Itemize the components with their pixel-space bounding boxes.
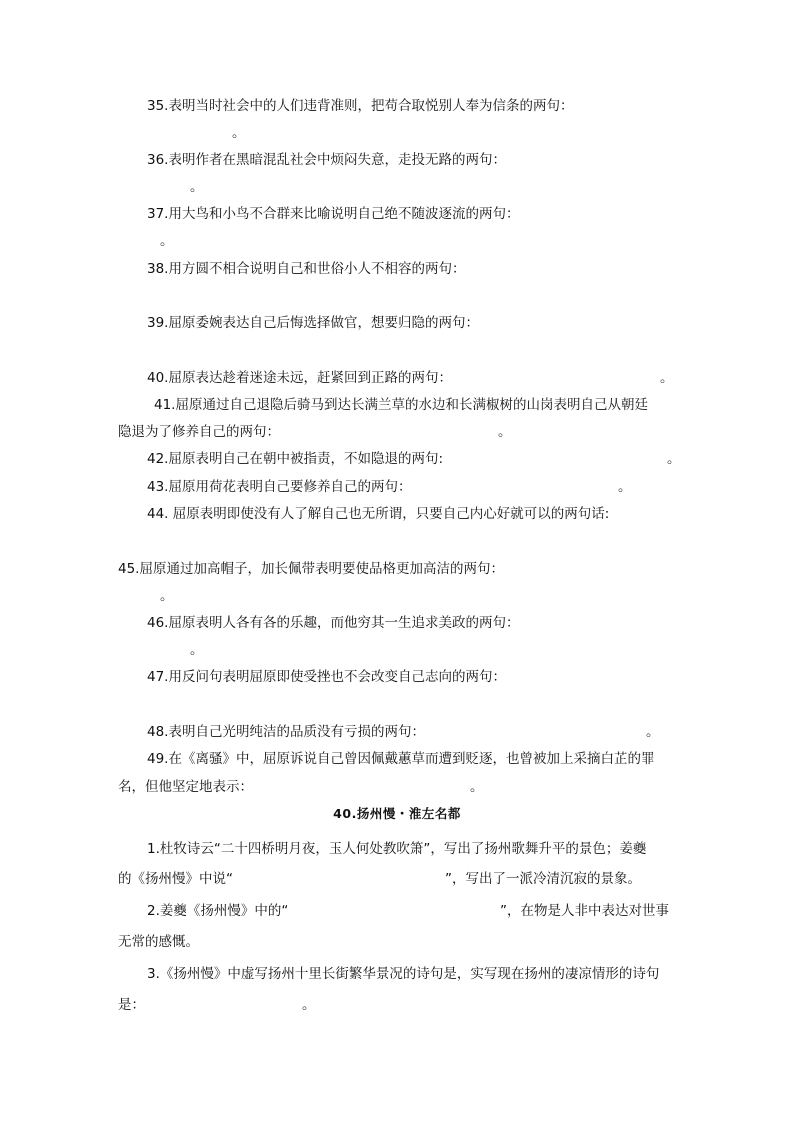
section-title: 40.扬州慢・淮左名都 (333, 806, 461, 821)
question-48-period: 。 (646, 724, 660, 740)
section-question-2-line2: 无常的感慨。 (118, 934, 199, 950)
question-46-period: 。 (190, 642, 204, 658)
section-question-2-line1b: ”，在物是人非中表达对世事 (500, 903, 669, 919)
question-46: 46.屈原表明人各有各的乐趣，而他穷其一生追求美政的两句： (147, 615, 520, 631)
question-49-line1: 49.在《离骚》中，屈原诉说自己曾因佩戴蕙草而遭到贬逐，也曾被加上采摘白芷的罪 (147, 751, 655, 767)
question-49-period: 。 (470, 779, 484, 795)
question-49-line2: 名，但他坚定地表示： (118, 779, 253, 795)
question-40-period: 。 (660, 370, 674, 386)
question-41-line1: 41.屈原通过自己退隐后骑马到达长满兰草的水边和长满椒树的山岗表明自己从朝廷 (154, 397, 648, 413)
question-43-period: 。 (618, 479, 632, 495)
question-36: 36.表明作者在黑暗混乱社会中烦闷失意，走投无路的两句： (147, 152, 506, 168)
question-40: 40.屈原表达趁着迷途未远，赶紧回到正路的两句： (147, 370, 452, 386)
question-35-period: 。 (232, 125, 246, 141)
question-42-period: 。 (667, 451, 681, 467)
section-question-1-line2a: 的《扬州慢》中说“ (118, 871, 233, 887)
question-43: 43.屈原用荷花表明自己要修养自己的两句： (147, 479, 412, 495)
question-41-period: 。 (498, 424, 512, 440)
section-question-3-line2a: 是： (118, 997, 145, 1013)
question-47: 47.用反问句表明屈原即使受挫也不会改变自己志向的两句： (147, 669, 506, 685)
question-37: 37.用大鸟和小鸟不合群来比喻说明自己绝不随波逐流的两句： (147, 206, 520, 222)
section-question-1-line2b: ”，写出了一派冷清沉寂的景象。 (445, 871, 641, 887)
question-38: 38.用方圆不相合说明自己和世俗小人不相容的两句： (147, 261, 466, 277)
section-question-1-line1: 1.杜牧诗云“二十四桥明月夜，玉人何处教吹箫”，写出了扬州歌舞升平的景色；姜夔 (147, 841, 647, 857)
question-37-period: 。 (160, 233, 174, 249)
question-44: 44. 屈原表明即使没有人了解自己也无所谓，只要自己内心好就可以的两句话: (147, 506, 610, 522)
question-45: 45.屈原通过加高帽子，加长佩带表明要使品格更加高洁的两句： (118, 561, 504, 577)
question-36-period: 。 (190, 179, 204, 195)
question-35: 35.表明当时社会中的人们违背准则，把苟合取悦别人奉为信条的两句： (147, 98, 574, 114)
question-42: 42.屈原表明自己在朝中被指责，不如隐退的两句: (147, 451, 444, 467)
section-question-3-period: 。 (302, 997, 316, 1013)
question-45-period: 。 (160, 588, 174, 604)
question-48: 48.表明自己光明纯洁的品质没有亏损的两句： (147, 724, 425, 740)
question-41-line2: 隐退为了修养自己的两句： (118, 424, 280, 440)
section-question-2-line1a: 2.姜夔《扬州慢》中的“ (147, 903, 289, 919)
section-question-3-line1: 3.《扬州慢》中虚写扬州十里长街繁华景况的诗句是，实写现在扬州的凄凉情形的诗句 (147, 966, 660, 982)
question-39: 39.屈原委婉表达自己后悔选择做官，想要归隐的两句： (147, 315, 479, 331)
